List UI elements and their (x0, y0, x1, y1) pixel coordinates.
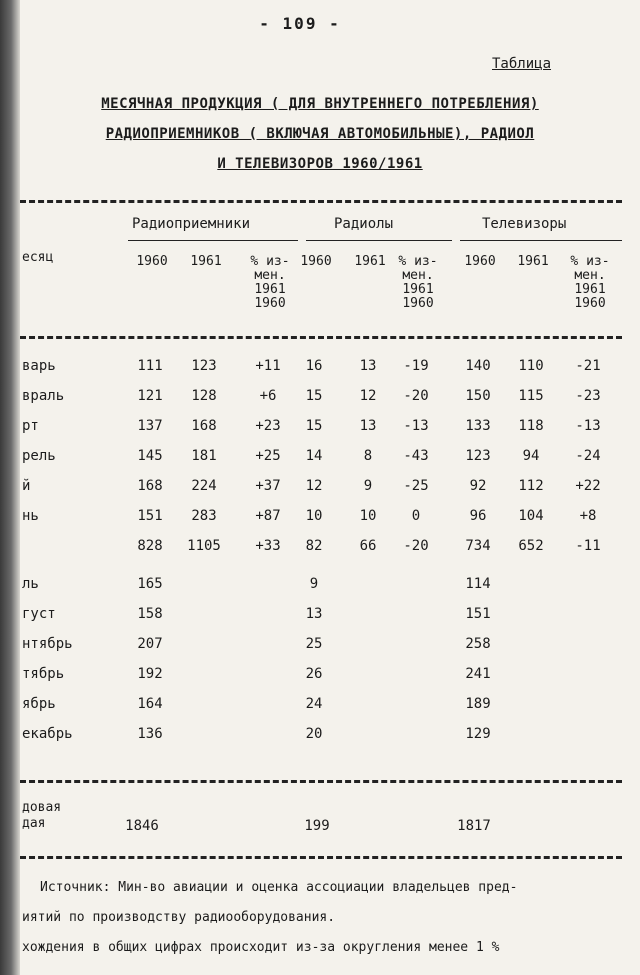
table-cell: 165 (137, 576, 163, 592)
table-cell: 168 (137, 478, 163, 494)
table-label: Таблица (492, 56, 552, 72)
row-month-label: рт (22, 418, 39, 434)
table-cell: 207 (137, 636, 163, 652)
title-line-1: МЕСЯЧНАЯ ПРОДУКЦИЯ ( ДЛЯ ВНУТРЕННЕГО ПОТРЕБЛЕНИЯ) (101, 96, 539, 112)
table-cell: +23 (255, 418, 281, 434)
row-month-label: варь (22, 358, 56, 374)
table-cell: 10 (305, 508, 323, 524)
table-cell: 115 (518, 388, 544, 404)
table-cell: 151 (465, 606, 491, 622)
table-cell: 13 (359, 358, 377, 374)
table-cell: -20 (403, 538, 429, 554)
table-cell: 118 (518, 418, 544, 434)
column-header: % из- мен. 1961 1960 (570, 254, 610, 311)
table-cell: 151 (137, 508, 163, 524)
table-cell: 241 (465, 666, 491, 682)
table-cell: 189 (465, 696, 491, 712)
table-cell: 168 (191, 418, 217, 434)
column-header: 1961 (354, 254, 386, 269)
table-cell: +87 (255, 508, 281, 524)
table-cell: -13 (575, 418, 601, 434)
table-cell: 12 (305, 478, 323, 494)
table-cell: 8 (363, 448, 373, 464)
table-cell: 136 (137, 726, 163, 742)
table-cell: 24 (305, 696, 323, 712)
annual-label: довая дая (22, 800, 62, 831)
table-cell: -19 (403, 358, 429, 374)
row-month-label: й (22, 478, 31, 494)
rounding-note: хождения в общих цифрах происходит из-за округления менее 1 % (22, 940, 500, 955)
annual-top-rule (20, 780, 622, 783)
table-cell: 133 (465, 418, 491, 434)
table-cell: 1105 (187, 538, 221, 554)
table-cell: 192 (137, 666, 163, 682)
table-cell: -24 (575, 448, 601, 464)
table-cell: -20 (403, 388, 429, 404)
table-cell: -43 (403, 448, 429, 464)
table-cell: 164 (137, 696, 163, 712)
table-cell: 16 (305, 358, 323, 374)
table-cell: +33 (255, 538, 281, 554)
group-header-radiola: Радиолы (334, 216, 394, 232)
table-cell: 9 (309, 576, 319, 592)
column-header: 1960 (300, 254, 332, 269)
table-cell: 92 (469, 478, 487, 494)
column-header: % из- мен. 1961 1960 (250, 254, 290, 311)
group-header-radio: Радиоприемники (132, 216, 251, 232)
table-cell: 123 (465, 448, 491, 464)
annual-radiola: 199 (304, 818, 330, 834)
row-month-label: рель (22, 448, 56, 464)
table-cell: -21 (575, 358, 601, 374)
table-cell: +37 (255, 478, 281, 494)
column-header: 1961 (190, 254, 222, 269)
table-cell: 128 (191, 388, 217, 404)
table-cell: 114 (465, 576, 491, 592)
table-cell: 150 (465, 388, 491, 404)
column-header: 1960 (464, 254, 496, 269)
table-cell: 181 (191, 448, 217, 464)
column-header: 1961 (517, 254, 549, 269)
table-cell: 10 (359, 508, 377, 524)
row-month-label: нтябрь (22, 636, 73, 652)
table-cell: 12 (359, 388, 377, 404)
table-cell: 158 (137, 606, 163, 622)
table-cell: +11 (255, 358, 281, 374)
table-cell: 9 (363, 478, 373, 494)
table-cell: +6 (259, 388, 277, 404)
table-cell: 129 (465, 726, 491, 742)
table-cell: 13 (305, 606, 323, 622)
row-month-label: нь (22, 508, 39, 524)
annual-tv: 1817 (457, 818, 491, 834)
header-bottom-rule (20, 336, 622, 339)
source-note-line-1: Источник: Мин-во авиации и оценка ассоциации владельцев пред- (40, 880, 518, 895)
annual-radio: 1846 (125, 818, 159, 834)
column-header: 1960 (136, 254, 168, 269)
table-cell: 14 (305, 448, 323, 464)
table-cell: +8 (579, 508, 597, 524)
table-cell: -11 (575, 538, 601, 554)
table-top-rule (20, 200, 622, 203)
group-underline-tv (460, 240, 622, 241)
table-cell: 0 (411, 508, 421, 524)
table-cell: -13 (403, 418, 429, 434)
table-cell: -23 (575, 388, 601, 404)
table-cell: 15 (305, 418, 323, 434)
table-bottom-rule (20, 856, 622, 859)
table-cell: 112 (518, 478, 544, 494)
table-cell: +22 (575, 478, 601, 494)
group-header-tv: Телевизоры (482, 216, 567, 232)
table-cell: 137 (137, 418, 163, 434)
table-cell: 828 (137, 538, 163, 554)
row-month-label: ль (22, 576, 39, 592)
table-cell: 283 (191, 508, 217, 524)
table-cell: 82 (305, 538, 323, 554)
column-header: % из- мен. 1961 1960 (398, 254, 438, 311)
table-cell: 224 (191, 478, 217, 494)
table-cell: 26 (305, 666, 323, 682)
table-cell: +25 (255, 448, 281, 464)
table-cell: 652 (518, 538, 544, 554)
group-underline-radiola (306, 240, 452, 241)
table-cell: 110 (518, 358, 544, 374)
table-cell: 13 (359, 418, 377, 434)
table-cell: 15 (305, 388, 323, 404)
row-month-label: ябрь (22, 696, 56, 712)
row-month-label: екабрь (22, 726, 73, 742)
table-cell: 258 (465, 636, 491, 652)
month-header: есяц (22, 250, 54, 265)
table-cell: 734 (465, 538, 491, 554)
table-cell: 66 (359, 538, 377, 554)
page-binding-edge (0, 0, 20, 975)
table-cell: 121 (137, 388, 163, 404)
table-cell: 123 (191, 358, 217, 374)
table-cell: 25 (305, 636, 323, 652)
table-cell: 20 (305, 726, 323, 742)
page-number: - 109 - (259, 14, 341, 33)
source-note-line-2: иятий по производству радиооборудования. (22, 910, 336, 925)
title-line-2: РАДИОПРИЕМНИКОВ ( ВКЛЮЧАЯ АВТОМОБИЛЬНЫЕ), РАДИОЛ (105, 126, 535, 142)
row-month-label: тябрь (22, 666, 65, 682)
table-cell: 140 (465, 358, 491, 374)
table-cell: 96 (469, 508, 487, 524)
table-cell: 104 (518, 508, 544, 524)
table-cell: 111 (137, 358, 163, 374)
table-cell: 145 (137, 448, 163, 464)
group-underline-radio (128, 240, 298, 241)
row-month-label: враль (22, 388, 65, 404)
row-month-label: густ (22, 606, 56, 622)
table-cell: -25 (403, 478, 429, 494)
table-cell: 94 (522, 448, 540, 464)
title-line-3: И ТЕЛЕВИЗОРОВ 1960/1961 (217, 156, 423, 172)
